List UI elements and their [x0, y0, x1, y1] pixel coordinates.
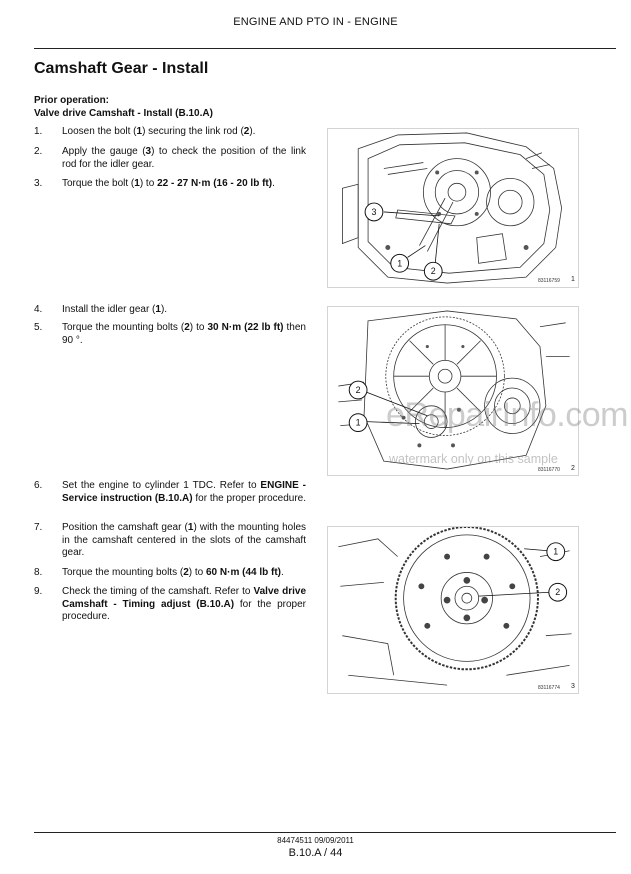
step-text: Install the idler gear (1).	[62, 304, 168, 315]
callout-1	[524, 543, 565, 561]
page-number: B.10.A / 44	[288, 847, 343, 859]
step-number: 2.	[34, 146, 43, 157]
step-text: Position the camshaft gear (1) with the mounting holes in the camshaft centered in the slots of the camshaft gear.	[62, 522, 306, 558]
section-title: Camshaft Gear - Install	[34, 60, 209, 77]
step-6	[34, 480, 306, 505]
running-header: ENGINE AND PTO IN - ENGINE	[233, 16, 398, 28]
step-number: 5.	[34, 322, 43, 333]
callout-1	[391, 246, 426, 273]
step-5	[34, 322, 306, 347]
svg-text:2: 2	[355, 384, 361, 395]
svg-text:2: 2	[430, 266, 436, 277]
figure-code: 83116759	[538, 278, 560, 284]
svg-text:1: 1	[397, 258, 403, 269]
header-divider	[34, 48, 616, 49]
watermark-note: watermark only on this sample	[389, 452, 558, 466]
step-3	[34, 178, 306, 191]
step-text: Torque the mounting bolts (2) to 30 N·m (22 lb ft) then 90 °.	[62, 322, 306, 346]
step-8	[34, 567, 306, 580]
step-number: 6.	[34, 480, 43, 491]
step-4	[34, 304, 306, 317]
step-number: 4.	[34, 304, 43, 315]
camshaft-gear-illustration	[328, 527, 578, 693]
step-number: 3.	[34, 178, 43, 189]
step-2	[34, 146, 306, 171]
engine-front-illustration	[328, 129, 578, 287]
step-text: Torque the bolt (1) to 22 - 27 N·m (16 - 20 lb ft).	[62, 178, 275, 189]
watermark-site: eRepairInfo.com	[386, 396, 628, 434]
svg-text:2: 2	[555, 587, 561, 598]
figure-1-link-rod-gauge	[327, 128, 579, 288]
step-text: Check the timing of the camshaft. Refer to Valve drive Camshaft - Timing adjust (B.10.A) for the proper procedure.	[62, 586, 307, 622]
step-text: Apply the gauge (3) to check the position of the link rod for the idler gear.	[62, 146, 306, 170]
step-text: Torque the mounting bolts (2) to 60 N·m (44 lb ft).	[62, 567, 284, 578]
footer-divider	[34, 832, 616, 833]
figure-code: 83116770	[538, 467, 560, 473]
step-9	[34, 586, 306, 624]
figure-number: 2	[571, 465, 575, 472]
step-text: Loosen the bolt (1) securing the link rod (2).	[62, 126, 256, 137]
idler-gear-illustration	[328, 307, 578, 475]
figure-number: 1	[571, 276, 575, 283]
prior-operation	[34, 94, 213, 120]
figure-number: 3	[571, 683, 575, 690]
prior-operation-label: Prior operation:	[34, 95, 110, 106]
svg-text:3: 3	[371, 206, 377, 217]
step-1	[34, 126, 306, 139]
svg-text:1: 1	[553, 546, 559, 557]
figure-3-camshaft-gear	[327, 526, 579, 694]
step-number: 9.	[34, 586, 43, 597]
figure-2-idler-gear	[327, 306, 579, 476]
step-number: 1.	[34, 126, 43, 137]
prior-operation-link[interactable]: Valve drive Camshaft - Install (B.10.A)	[34, 108, 213, 119]
figure-code: 83116774	[538, 685, 560, 691]
step-7	[34, 522, 306, 560]
step-text: Set the engine to cylinder 1 TDC. Refer to ENGINE - Service instruction (B.10.A) for the proper procedure.	[62, 480, 307, 504]
svg-text:1: 1	[355, 417, 361, 428]
step-number: 8.	[34, 567, 43, 578]
step-number: 7.	[34, 522, 43, 533]
document-reference: 84474511 09/09/2011	[277, 836, 354, 845]
